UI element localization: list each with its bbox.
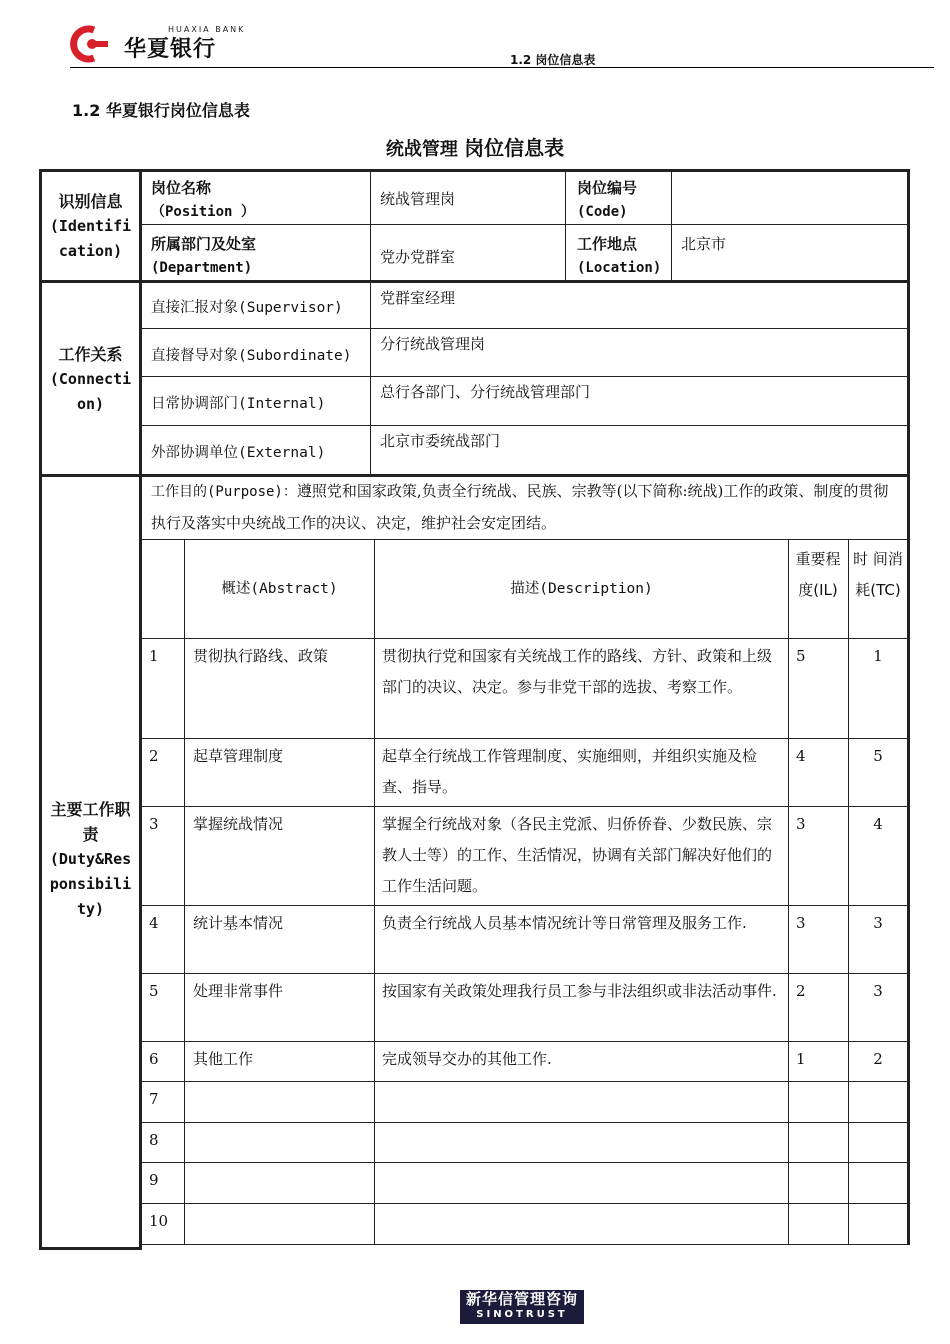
connection-label-cn: 工作关系 [58,345,123,364]
duty-col-divider-abstract [374,539,375,1245]
duty-col-divider-il [848,539,849,1245]
location-label-en: (Location) [577,260,662,276]
external-label: 外部协调单位(External) [151,445,326,461]
duty-row-tc: 4 [873,815,883,833]
duty-row-number: 1 [149,647,159,665]
duty-row-tc: 3 [873,982,883,1000]
duty-row-divider-6 [142,1081,907,1082]
department-label [151,232,256,280]
subordinate-value: 分行统战管理岗 [380,335,486,353]
section-title: 1.2 华夏银行岗位信息表 [72,101,250,120]
department-value: 党办党群室 [380,248,456,266]
code-label-en: (Code) [577,204,628,220]
col-il-header: 重要程度(IL) [795,550,841,599]
col-abstract-header: 概述(Abstract) [221,581,338,597]
connection-label-en: (Connection) [49,370,132,413]
id-col-divider-3 [671,172,672,280]
connection-label [42,342,139,417]
duty-row-il: 1 [796,1050,806,1068]
internal-label: 日常协调部门(Internal) [151,396,326,412]
duty-row-abstract: 贯彻执行路线、政策 [193,647,329,665]
connection-row-divider-2 [142,376,907,377]
duty-row-tc: 2 [873,1050,883,1068]
table-border-bottom [39,1247,142,1250]
duty-row-divider-8 [142,1162,907,1163]
id-col-divider-1 [370,172,371,280]
duty-label [42,797,139,922]
duty-row-il: 2 [796,982,806,1000]
duty-row-divider-h [142,638,907,639]
duty-col-divider-no [184,539,185,1245]
code-label [577,176,637,224]
position-info-table [39,169,910,1250]
duty-label-cn: 主要工作职责 [50,800,131,844]
id-row-divider [142,224,907,225]
huaxia-bank-logo-icon [70,24,110,64]
footer-logo-en: SINOTRUST [476,1309,568,1320]
duty-row-tc: 5 [873,747,883,765]
duty-row-il: 3 [796,815,806,833]
internal-value: 总行各部门、分行统战管理部门 [380,383,591,401]
duty-row-number: 7 [149,1090,159,1108]
duty-row-number: 4 [149,914,159,932]
duty-row-divider-3 [142,905,907,906]
identification-label-en: (Identification) [49,217,132,260]
duty-row-description: 掌握全行统战对象（各民主党派、归侨侨眷、少数民族、宗教人士等）的工作、生活情况，协调有关部门解决好他们的工作生活问题。 [382,815,773,895]
duty-row-abstract: 统计基本情况 [193,914,284,932]
duty-row-description: 完成领导交办的其他工作. [382,1050,552,1068]
duty-row-divider-10 [142,1244,910,1245]
duty-row-divider-2 [142,806,907,807]
duty-row-number: 8 [149,1131,159,1149]
code-label-cn: 岗位编号 [577,179,638,197]
document-title-main: 岗位信息表 [464,136,565,160]
duty-col-divider-desc [788,539,789,1245]
col-description-header: 描述(Description) [510,581,653,597]
duty-row-divider-5 [142,1041,907,1042]
duty-row-abstract: 其他工作 [193,1050,254,1068]
position-name-label-cn: 岗位名称 [151,179,212,197]
duty-label-en: (Duty&Responsibility) [49,850,132,918]
document-title-prefix: 统战管理 [385,139,458,160]
duty-row-number: 10 [149,1212,169,1230]
position-name-label-en: （Position ） [151,204,255,220]
duty-row-description: 按国家有关政策处理我行员工参与非法组织或非法活动事件. [382,982,777,1000]
header-divider [70,67,934,68]
running-header-title: 1.2 岗位信息表 [510,53,596,67]
section-divider-1 [39,280,910,283]
duty-row-abstract: 处理非常事件 [193,982,284,1000]
location-value: 北京市 [681,235,727,253]
department-label-cn: 所属部门及处室 [151,235,257,253]
connection-row-divider-1 [142,328,907,329]
duty-header-top [142,539,907,540]
table-border-right [907,169,910,1245]
location-label-cn: 工作地点 [577,235,638,253]
subordinate-label: 直接督导对象(Subordinate) [151,348,352,364]
connection-col-divider [370,283,371,474]
department-label-en: (Department) [151,260,253,276]
duty-row-number: 6 [149,1050,159,1068]
purpose-label: 工作目的(Purpose)： [151,484,297,500]
bank-name-en: HUAXIA BANK [168,25,246,34]
identification-label [42,189,139,264]
duty-row-description: 起草全行统战工作管理制度、实施细则，并组织实施及检查、指导。 [382,747,758,796]
footer-logo-cn: 新华信管理咨询 [465,1290,578,1308]
location-label [577,232,661,280]
duty-row-tc: 3 [873,914,883,932]
duty-row-number: 5 [149,982,159,1000]
document-title [0,132,950,161]
table-border-left [39,169,42,1250]
purpose-text: 遵照党和国家政策,负责全行统战、民族、宗教等(以下简称:统战)工作的政策、制度的贯彻执行及落实中央统战工作的决议、决定，维护社会安定团结。 [151,482,889,532]
duty-row-number: 9 [149,1171,159,1189]
duty-row-abstract: 掌握统战情况 [193,815,284,833]
duty-row-il: 4 [796,747,806,765]
identification-label-cn: 识别信息 [58,192,123,211]
bank-name-cn: 华夏银行 [124,37,217,62]
duty-row-abstract: 起草管理制度 [193,747,284,765]
page-header [0,0,950,70]
duty-row-il: 5 [796,647,806,665]
duty-row-tc: 1 [873,647,883,665]
duty-row-divider-4 [142,973,907,974]
external-value: 北京市委统战部门 [380,432,501,450]
duty-row-il: 3 [796,914,806,932]
col-tc-header: 时 间消 耗(TC) [853,550,903,599]
position-name-value: 统战管理岗 [380,190,456,208]
position-name-label [151,176,255,224]
id-col-divider-2 [565,172,566,280]
connection-row-divider-3 [142,425,907,426]
duty-row-divider-7 [142,1122,907,1123]
duty-row-number: 2 [149,747,159,765]
supervisor-value: 党群室经理 [380,289,456,307]
duty-row-description: 贯彻执行党和国家有关统战工作的路线、方针、政策和上级部门的决议、决定。参与非党干部的选拔、考察工作。 [382,647,773,696]
label-column-divider [139,169,142,1250]
supervisor-label: 直接汇报对象(Supervisor) [151,300,343,316]
duty-row-divider-1 [142,738,907,739]
table-border-top [39,169,910,172]
sinotrust-logo [460,1290,584,1324]
duty-row-description: 负责全行统战人员基本情况统计等日常管理及服务工作. [382,914,747,932]
purpose [151,476,903,539]
duty-row-number: 3 [149,815,159,833]
duty-row-divider-9 [142,1203,907,1204]
